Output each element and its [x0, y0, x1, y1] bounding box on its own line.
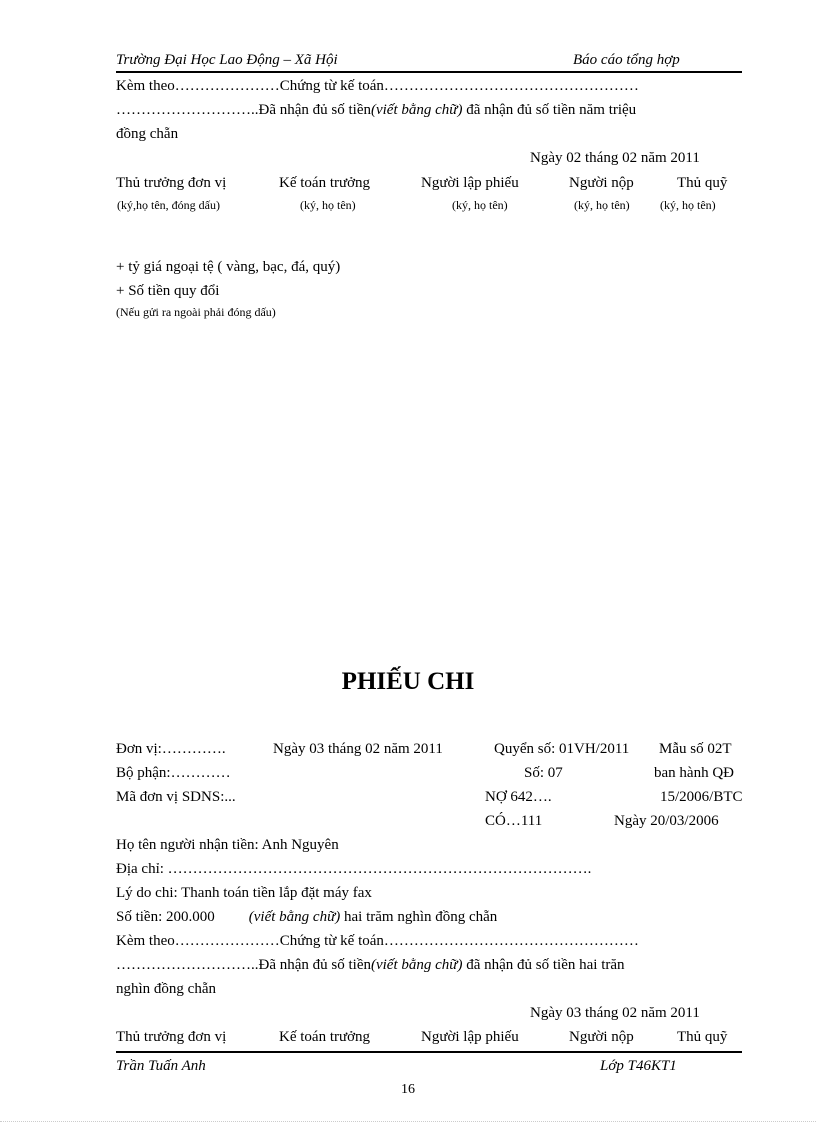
sdns-code-field: Mã đơn vị SDNS:... [116, 789, 236, 805]
page-number: 16 [401, 1082, 415, 1097]
recipient-name: Họ tên người nhận tiền: Anh Nguyên [116, 837, 339, 853]
voucher-amount-words-cont: nghìn đồng chẵn [116, 981, 216, 997]
signer-head-unit: Thủ trưởng đơn vị [116, 175, 227, 191]
voucher-signer-cashier: Thủ quỹ [677, 1029, 728, 1045]
signer-payer: Người nộp [569, 175, 634, 191]
signer-chief-accountant: Kế toán trưởng [279, 175, 371, 191]
payment-reason: Lý do chi: Thanh toán tiền lắp đặt máy fax [116, 885, 372, 901]
voucher-title: PHIẾU CHI [341, 668, 475, 695]
voucher-kem-theo: Kèm theo…………………Chứng từ kế toán…………………………………………… [116, 933, 639, 949]
kem-theo-line: Kèm theo…………………Chứng từ kế toán…………………………………………… [116, 78, 639, 94]
department-field: Bộ phận:………… [116, 765, 231, 781]
header-school: Trường Đại Học Lao Động – Xã Hội [116, 52, 338, 68]
da-nhan-line: ………………………..Đã nhận đủ số tiền(viết bằng chữ) đã nhận đủ số tiền năm triệu [116, 102, 637, 118]
signer-preparer: Người lập phiếu [421, 175, 519, 191]
footer-author: Trần Tuấn Anh [116, 1058, 206, 1074]
page-bottom-dotted-line [0, 1121, 816, 1122]
converted-amount-line: + Số tiền quy đổi [116, 283, 220, 299]
issued-by-decision: ban hành QĐ [654, 765, 734, 781]
signer-note-cashier: (ký, họ tên) [660, 198, 716, 212]
form-number: Mẫu số 02T [659, 741, 732, 757]
footer-class: Lớp T46KT1 [600, 1058, 677, 1074]
address-field: Địa chỉ: …………………………………………………………………………. [116, 861, 592, 877]
voucher-da-nhan: ………………………..Đã nhận đủ số tiền(viết bằng chữ) đã nhận đủ số tiền hai trăn [116, 957, 625, 973]
amount-line: Số tiền: 200.000 (viết bằng chữ) hai trăm nghìn đồng chẵn [116, 909, 498, 925]
decision-date: Ngày 20/03/2006 [614, 813, 719, 829]
header-rule [116, 71, 742, 73]
voucher-signer-payer: Người nộp [569, 1029, 634, 1045]
debit-account: NỢ 642…. [485, 789, 552, 805]
dong-chan-line: đồng chẵn [116, 126, 179, 142]
voucher-number: Số: 07 [524, 765, 563, 781]
book-number: Quyển số: 01VH/2011 [494, 741, 630, 757]
voucher-signer-preparer: Người lập phiếu [421, 1029, 519, 1045]
decision-number: 15/2006/BTC [660, 789, 743, 805]
stamp-note: (Nếu gửi ra ngoài phải đóng dấu) [116, 305, 276, 319]
voucher-signer-chief-accountant: Kế toán trưởng [279, 1029, 371, 1045]
voucher-sign-date: Ngày 03 tháng 02 năm 2011 [530, 1005, 700, 1021]
signer-cashier: Thủ quỹ [677, 175, 728, 191]
signer-note-payer: (ký, họ tên) [574, 198, 630, 212]
voucher-date: Ngày 03 tháng 02 năm 2011 [273, 741, 443, 757]
signer-note-chief-accountant: (ký, họ tên) [300, 198, 356, 212]
footer-rule [116, 1051, 742, 1053]
signer-note-preparer: (ký, họ tên) [452, 198, 508, 212]
top-date: Ngày 02 tháng 02 năm 2011 [530, 150, 700, 166]
header-report-title: Báo cáo tổng hợp [573, 52, 680, 68]
unit-field: Đơn vị:…………. [116, 741, 226, 757]
voucher-signer-head-unit: Thủ trưởng đơn vị [116, 1029, 227, 1045]
credit-account: CÓ…111 [485, 813, 543, 829]
exchange-rate-line: + tỷ giá ngoại tệ ( vàng, bạc, đá, quý) [116, 259, 341, 275]
signer-note-head-unit: (ký,họ tên, đóng dấu) [117, 198, 220, 212]
